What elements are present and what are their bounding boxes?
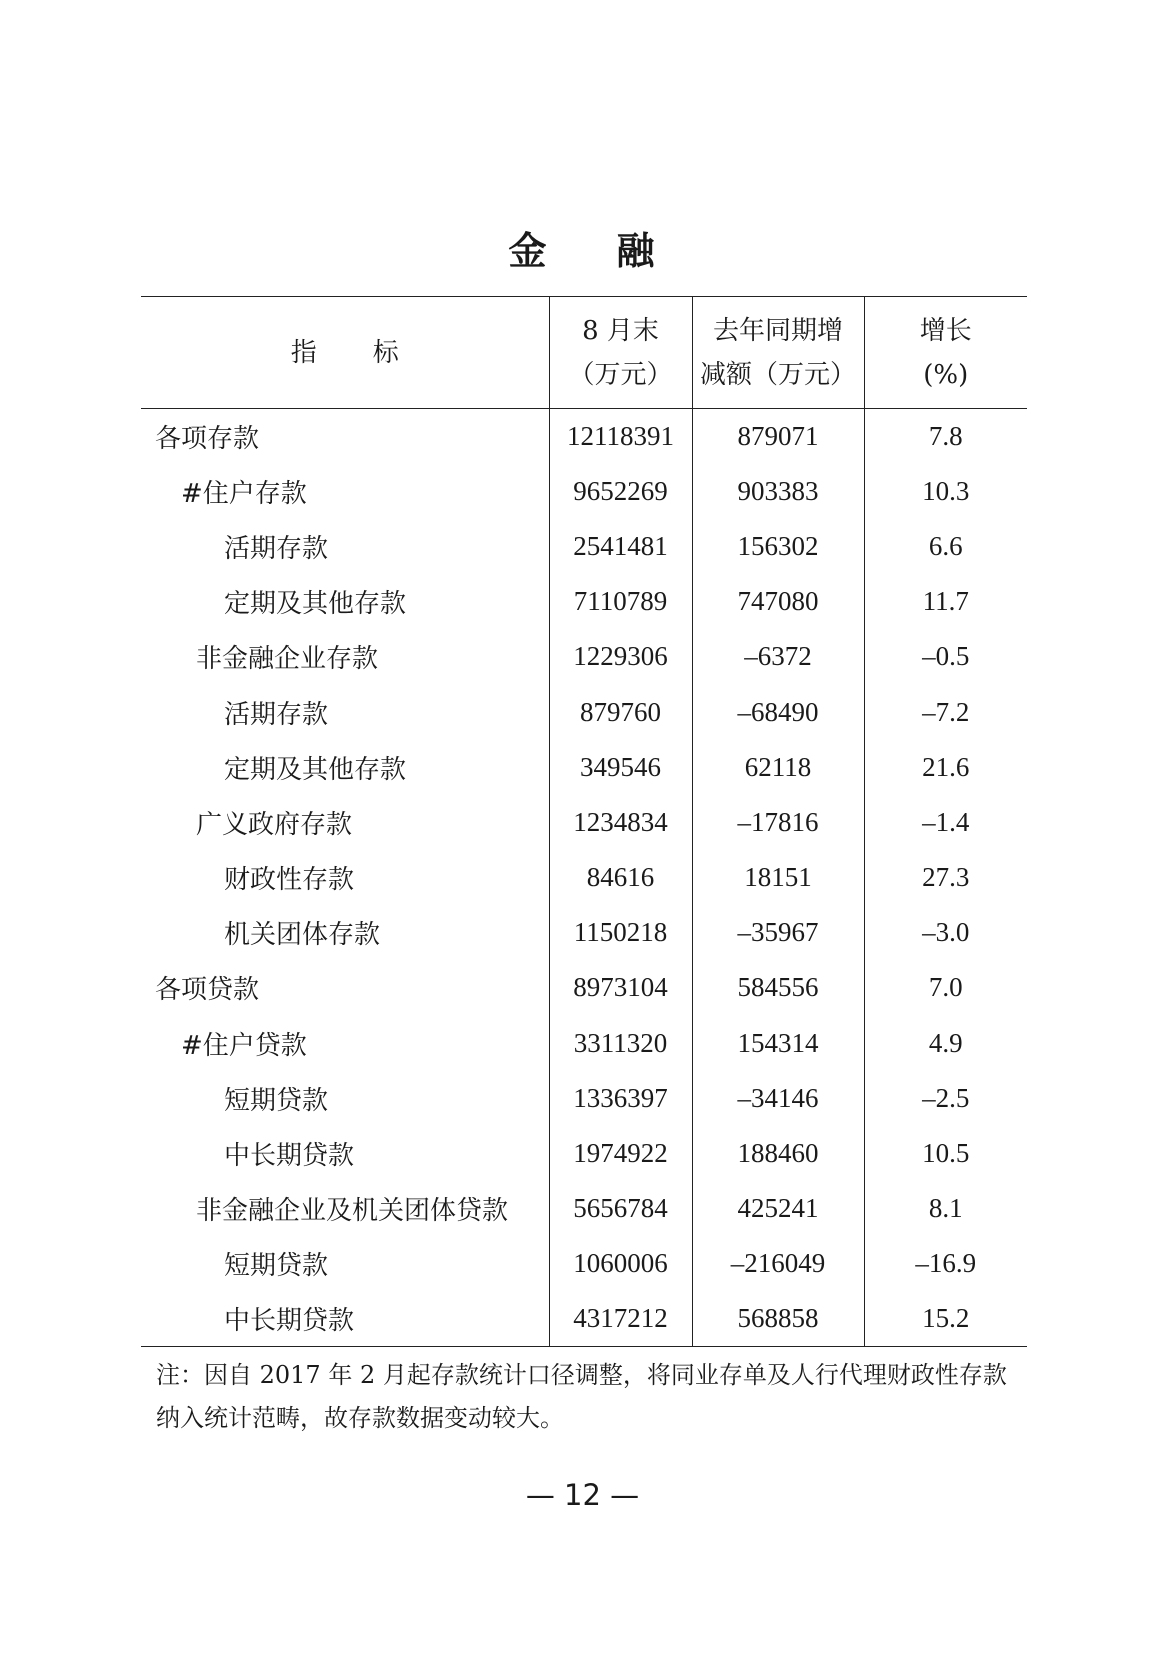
row-change: 747080 [692,574,864,629]
table-row [141,629,1027,684]
row-value: 5656784 [549,1181,692,1236]
table-row [141,1016,1027,1071]
row-value: 1229306 [549,629,692,684]
row-change: –35967 [692,905,864,960]
row-value: 1234834 [549,795,692,850]
table-row [141,409,1027,464]
table-row [141,905,1027,960]
row-change: 154314 [692,1016,864,1071]
table-row [141,684,1027,739]
row-change: –17816 [692,795,864,850]
table-row [141,464,1027,519]
row-change: 903383 [692,464,864,519]
page-number: — 12 — [525,1478,640,1512]
page-title-right: 融 [616,229,657,273]
row-label: 定期及其他存款 [224,589,407,620]
row-value: 84616 [549,850,692,905]
row-change: 18151 [692,850,864,905]
page-title [0,226,1165,276]
row-growth: 27.3 [864,850,1027,905]
row-value: 4317212 [549,1292,692,1347]
footnote-line-1: 注：因自 2017 年 2 月起存款统计口径调整，将同业存单及人行代理财政性存款 [156,1361,1007,1389]
row-value: 3311320 [549,1016,692,1071]
row-growth: 10.3 [864,464,1027,519]
row-growth: 6.6 [864,519,1027,574]
row-growth: 21.6 [864,740,1027,795]
row-growth: –2.5 [864,1071,1027,1126]
row-growth: –0.5 [864,629,1027,684]
row-change: 879071 [692,409,864,464]
row-value: 12118391 [549,409,692,464]
row-growth: –7.2 [864,684,1027,739]
row-value: 879760 [549,684,692,739]
row-label: 中长期贷款 [141,1292,549,1347]
row-label: 机关团体存款 [224,920,381,951]
row-label: 活期存款 [224,699,329,730]
row-growth: 11.7 [864,574,1027,629]
table-row [141,1071,1027,1126]
header-august-end: 8 月末 （万元） [549,297,692,409]
row-change: –68490 [692,684,864,739]
row-growth: –1.4 [864,795,1027,850]
row-value: 1150218 [549,905,692,960]
row-value: 349546 [549,740,692,795]
row-value: 1336397 [549,1071,692,1126]
header-growth: 增长 (%) [864,297,1027,409]
row-label: 广义政府存款 [196,809,353,840]
finance-table [141,296,1027,1347]
row-label: 活期存款 [224,533,329,564]
row-label: #住户存款 [181,478,307,509]
row-value: 9652269 [549,464,692,519]
row-label: #住户贷款 [181,1030,307,1061]
row-growth: 7.0 [864,960,1027,1015]
row-value: 8973104 [549,960,692,1015]
table-row [141,574,1027,629]
row-value: 2541481 [549,519,692,574]
row-label: 中长期贷款 [224,1141,355,1172]
table-row [141,850,1027,905]
table-header-row [141,297,1027,409]
row-change: –6372 [692,629,864,684]
row-change: 188460 [692,1126,864,1181]
row-growth: 15.2 [864,1292,1027,1347]
table-row [141,1292,1027,1347]
row-label: 非金融企业存款 [196,644,379,675]
table-row [141,1126,1027,1181]
row-label: 短期贷款 [224,1251,329,1282]
table-row [141,519,1027,574]
header-indicator: 指 标 [141,297,549,409]
row-label: 短期贷款 [224,1085,329,1116]
row-label: 非金融企业及机关团体贷款 [196,1196,509,1227]
row-value: 1060006 [549,1236,692,1291]
row-change: –216049 [692,1236,864,1291]
table-row [141,795,1027,850]
row-growth: –16.9 [864,1236,1027,1291]
row-label: 定期及其他存款 [224,754,407,785]
row-label: 各项贷款 [155,975,260,1006]
row-change: 62118 [692,740,864,795]
footnote-line-2: 纳入统计范畴，故存款数据变动较大。 [156,1404,564,1432]
row-change: –34146 [692,1071,864,1126]
row-change: 568858 [692,1292,864,1347]
table-row [141,1181,1027,1236]
table-row [141,960,1027,1015]
header-yoy-change: 去年同期增 减额（万元） [692,297,864,409]
row-growth: 4.9 [864,1016,1027,1071]
row-growth: –3.0 [864,905,1027,960]
row-change: 156302 [692,519,864,574]
row-growth: 10.5 [864,1126,1027,1181]
row-label: 各项存款 [155,423,260,454]
table-row [141,1236,1027,1291]
row-value: 1974922 [549,1126,692,1181]
row-change: 584556 [692,960,864,1015]
row-label: 财政性存款 [224,865,355,896]
table-row [141,740,1027,795]
row-growth: 7.8 [864,409,1027,464]
row-value: 7110789 [549,574,692,629]
row-change: 425241 [692,1181,864,1236]
row-growth: 8.1 [864,1181,1027,1236]
page-title-left: 金 [508,229,549,273]
table-footnote [156,1354,1026,1440]
